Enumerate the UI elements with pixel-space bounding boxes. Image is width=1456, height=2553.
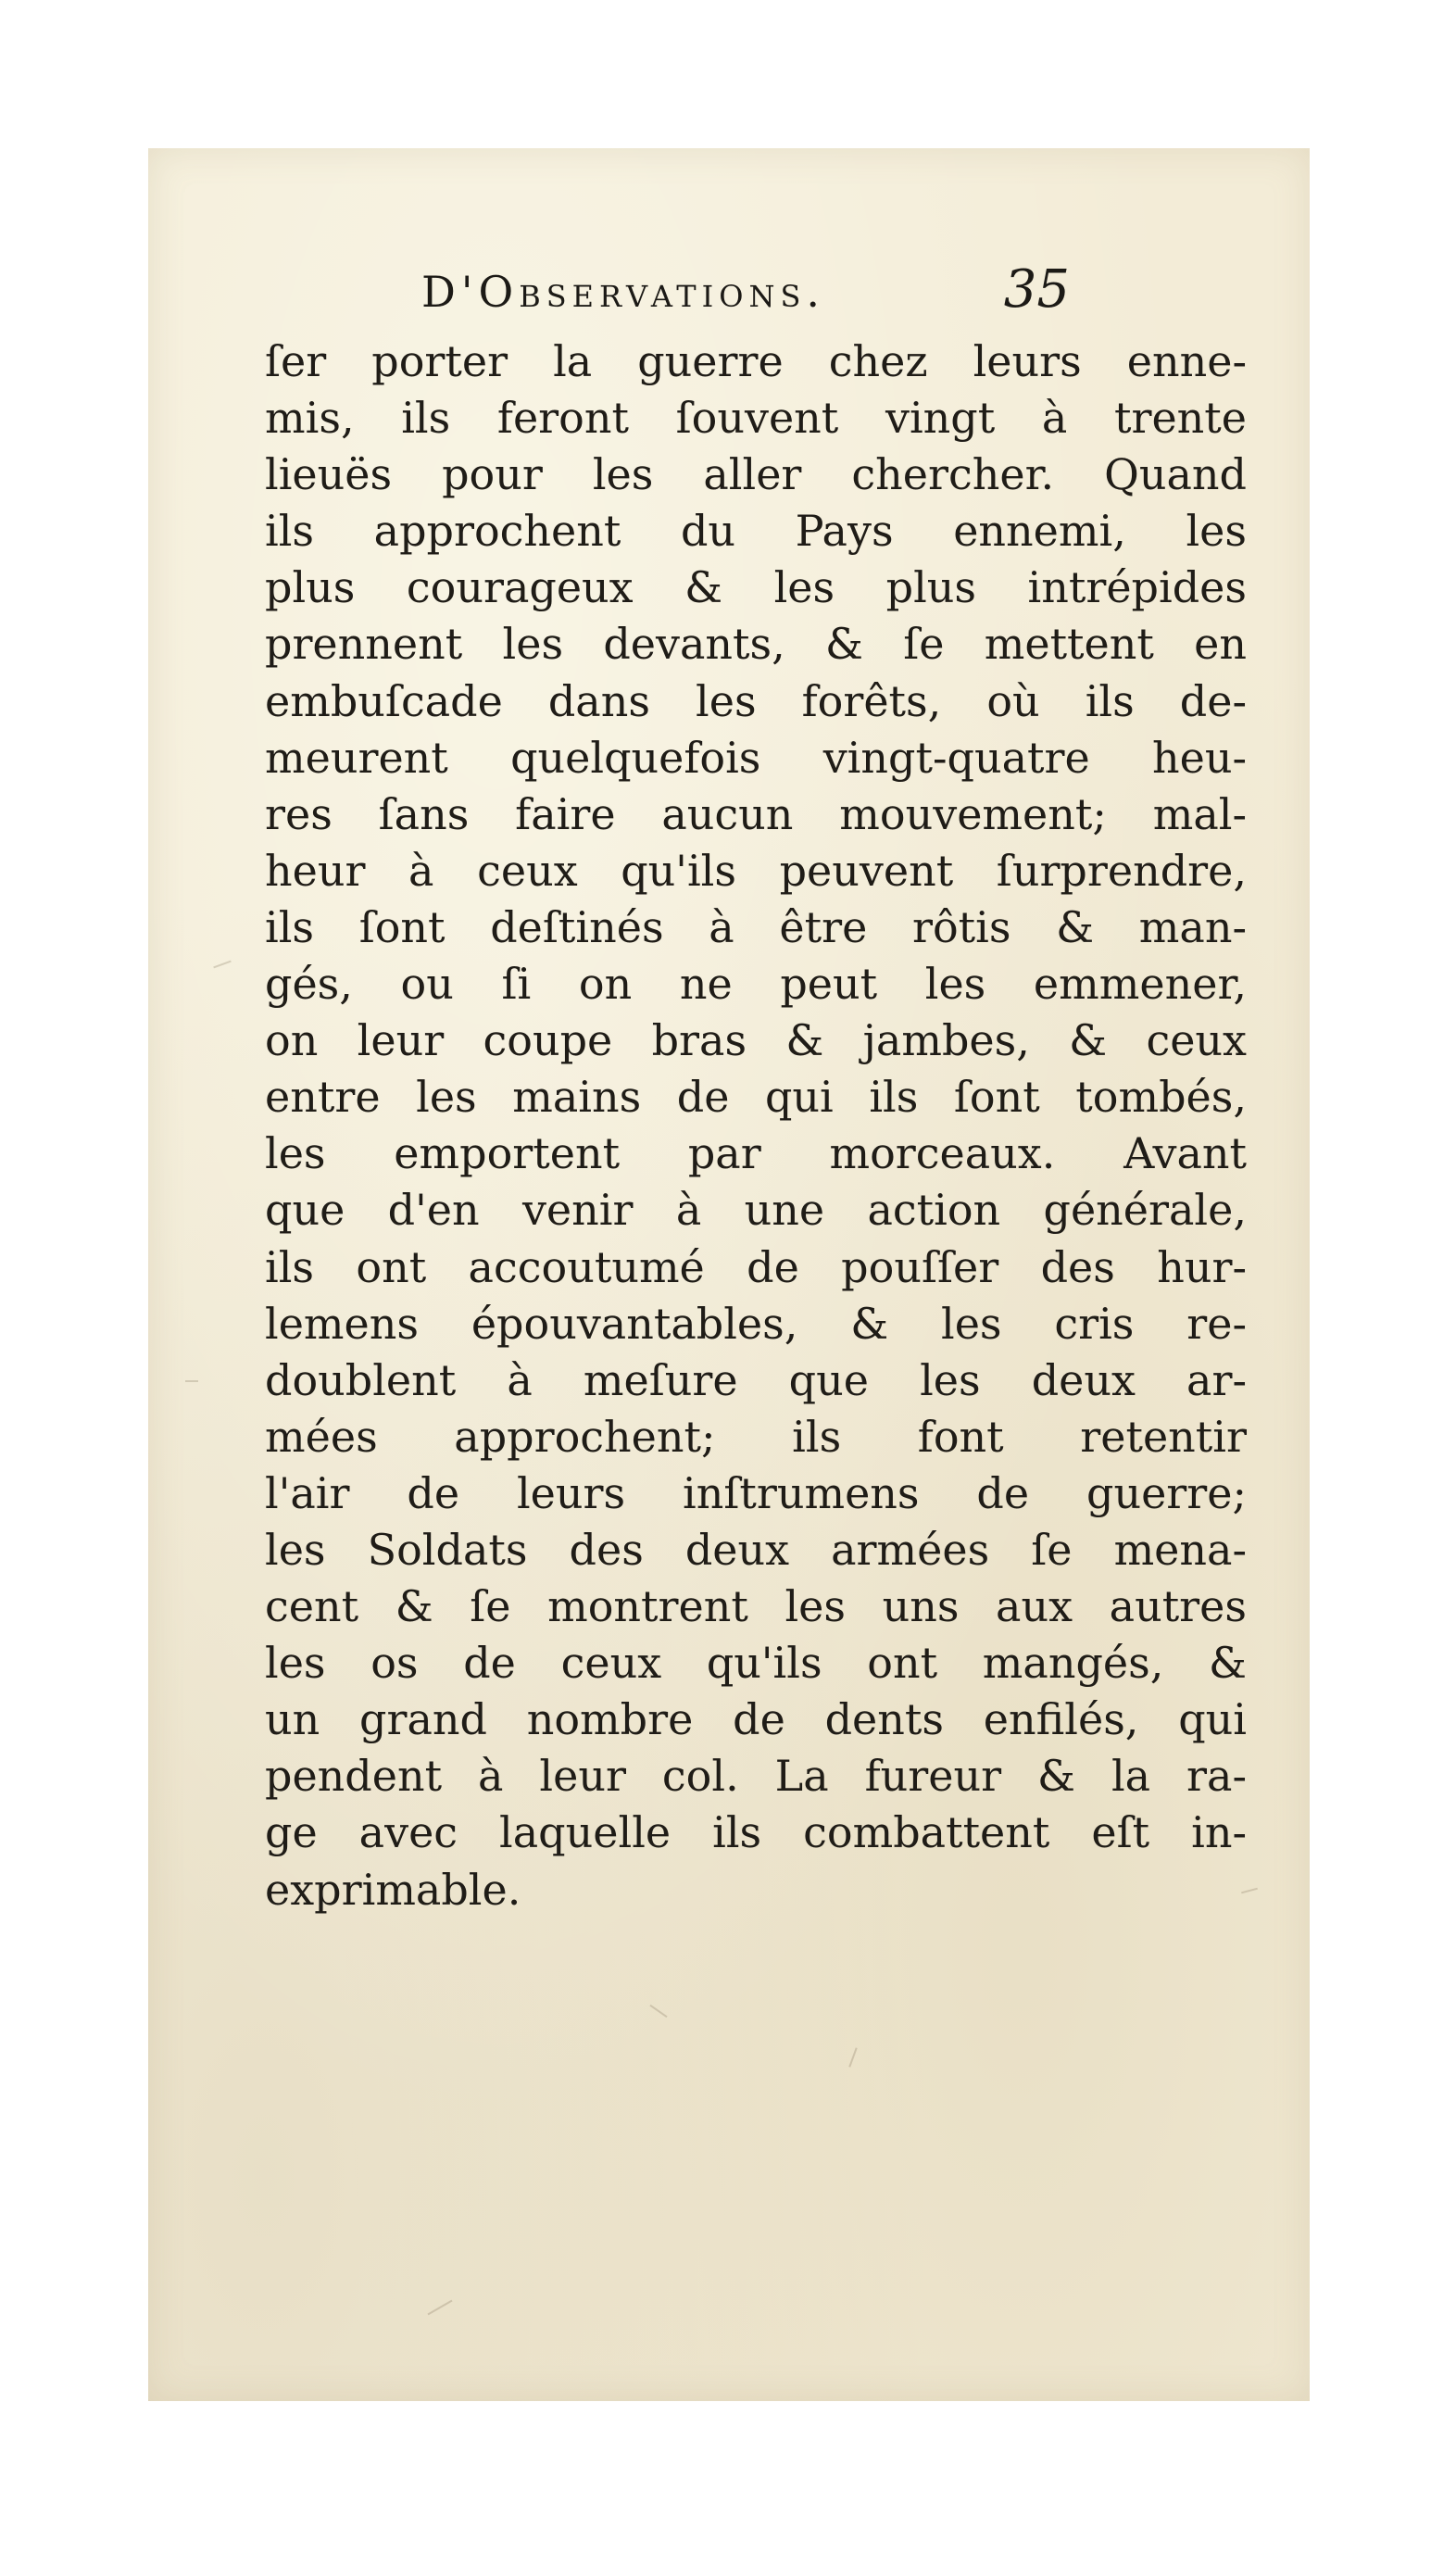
paper-fleck: [428, 2300, 453, 2316]
text-line: un grand nombre de dents enfilés, qui: [265, 1694, 1247, 1745]
text-line: ils approchent du Pays ennemi, les: [265, 506, 1247, 557]
running-head: D'Observations.: [421, 267, 826, 317]
text-line: meurent quelquefois vingt-quatre heu-: [265, 732, 1247, 783]
text-line: lemens épouvantables, & les cris re-: [265, 1298, 1247, 1349]
text-line: les os de ceux qu'ils ont mangés, &: [265, 1638, 1247, 1689]
text-line: lieuës pour les aller chercher. Quand: [265, 449, 1247, 500]
text-line: heur à ceux qu'ils peuvent ſurprendre,: [265, 845, 1247, 896]
page-number: 35: [1003, 259, 1070, 320]
text-line: ge avec laquelle ils combattent eſt in-: [265, 1807, 1247, 1858]
text-line: cent & ſe montrent les uns aux autres: [265, 1581, 1247, 1632]
paper-fleck: [185, 1380, 198, 1382]
text-line: res ſans faire aucun mouvement; mal-: [265, 788, 1247, 839]
book-page: [148, 148, 1310, 2401]
text-line: prennent les devants, & ſe mettent en: [265, 619, 1247, 670]
text-line: mis, ils feront ſouvent vingt à trente: [265, 393, 1247, 444]
paper-fleck: [848, 2047, 857, 2067]
text-line: ils ſont deſtinés à être rôtis & man-: [265, 901, 1247, 952]
text-line: doublent à meſure que les deux ar-: [265, 1354, 1247, 1405]
text-line: l'air de leurs inſtrumens de guerre;: [265, 1467, 1247, 1518]
text-line: ſer porter la guerre chez leurs enne-: [265, 336, 1247, 386]
body-text: [265, 333, 1247, 1918]
page-header: [421, 259, 1274, 333]
text-line: les emportent par morceaux. Avant: [265, 1128, 1247, 1179]
paper-fleck: [213, 961, 231, 969]
text-line: les Soldats des deux armées ſe mena-: [265, 1524, 1247, 1575]
text-line: on leur coupe bras & jambes, & ceux: [265, 1015, 1247, 1066]
text-line: mées approchent; ils font retentir: [265, 1411, 1247, 1462]
text-line: exprimable.: [265, 1864, 521, 1915]
text-line: plus courageux & les plus intrépides: [265, 562, 1247, 613]
text-line: ils ont accoutumé de pouſſer des hur-: [265, 1241, 1247, 1292]
text-line: embuſcade dans les forêts, où ils de-: [265, 675, 1247, 726]
text-line: gés, ou ſi on ne peut les emmener,: [265, 959, 1247, 1010]
text-line: que d'en venir à une action générale,: [265, 1185, 1247, 1236]
text-line: entre les mains de qui ils ſont tombés,: [265, 1072, 1247, 1123]
paper-fleck: [649, 2005, 667, 2018]
text-line: pendent à leur col. La fureur & la ra-: [265, 1751, 1247, 1802]
